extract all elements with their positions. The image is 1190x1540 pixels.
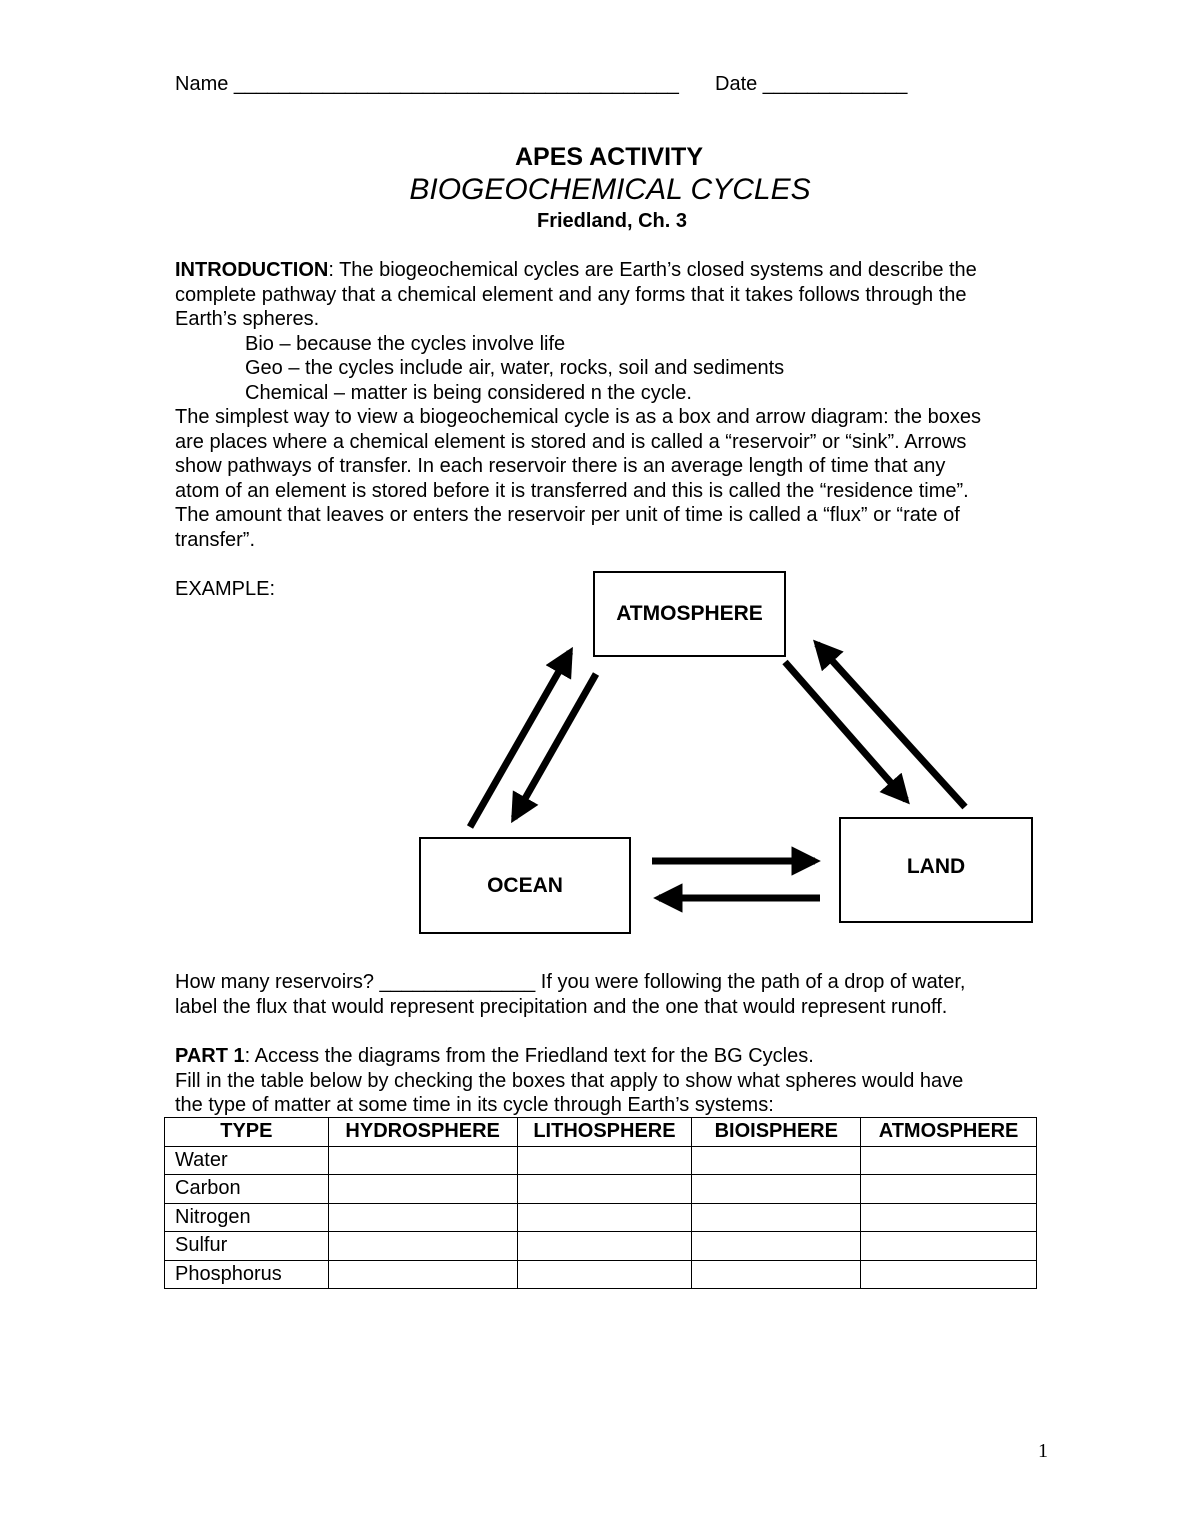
check-cell[interactable] bbox=[692, 1232, 861, 1261]
check-cell[interactable] bbox=[517, 1146, 692, 1175]
example-label: EXAMPLE: bbox=[175, 578, 276, 600]
intro-bullet-geo: Geo – the cycles include air, water, rocks, soil and sediments bbox=[245, 357, 785, 379]
intro-paragraph-line: are places where a chemical element is stored and is called a “reservoir” or “sink”. Arrows bbox=[175, 430, 967, 453]
ocean-reservoir-box bbox=[419, 837, 631, 934]
row-label-nitrogen: Nitrogen bbox=[165, 1203, 329, 1232]
table-row bbox=[165, 1203, 1037, 1232]
header-atmosphere: ATMOSPHERE bbox=[861, 1118, 1037, 1147]
check-cell[interactable] bbox=[861, 1146, 1037, 1175]
part1-line-3: the type of matter at some time in its cycle through Earth’s systems: bbox=[175, 1094, 774, 1116]
arrow-atmosphere-to-land bbox=[785, 662, 906, 800]
table-header-row bbox=[165, 1118, 1037, 1147]
land-reservoir-box bbox=[839, 817, 1033, 923]
check-cell[interactable] bbox=[861, 1232, 1037, 1261]
intro-bullet-bio: Bio – because the cycles involve life bbox=[245, 332, 566, 355]
check-cell[interactable] bbox=[517, 1175, 692, 1204]
check-cell[interactable] bbox=[517, 1260, 692, 1289]
ocean-label: OCEAN bbox=[487, 873, 563, 897]
table-row bbox=[165, 1175, 1037, 1204]
part1-label: PART 1 bbox=[175, 1045, 245, 1067]
row-label-water: Water bbox=[165, 1146, 329, 1175]
check-cell[interactable] bbox=[692, 1175, 861, 1204]
check-cell[interactable] bbox=[861, 1203, 1037, 1232]
header-type: TYPE bbox=[165, 1118, 329, 1147]
check-cell[interactable] bbox=[517, 1232, 692, 1261]
part1-line-1: PART 1: Access the diagrams from the Friedland text for the BG Cycles. bbox=[175, 1045, 814, 1067]
atmosphere-reservoir-box bbox=[593, 571, 786, 657]
check-cell[interactable] bbox=[328, 1232, 517, 1261]
intro-label: INTRODUCTION bbox=[175, 259, 329, 281]
row-label-phosphorus: Phosphorus bbox=[165, 1260, 329, 1289]
intro-line-1: INTRODUCTION: The biogeochemical cycles are Earth’s closed systems and describe the bbox=[175, 259, 977, 281]
check-cell[interactable] bbox=[692, 1203, 861, 1232]
name-field-line: Name ________________________________________ bbox=[175, 73, 679, 95]
check-cell[interactable] bbox=[328, 1260, 517, 1289]
intro-paragraph-line: The amount that leaves or enters the reservoir per unit of time is called a “flux” or “rate of bbox=[175, 504, 960, 526]
part1-line-2: Fill in the table below by checking the boxes that apply to show what spheres would have bbox=[175, 1069, 964, 1092]
spheres-table bbox=[164, 1117, 1037, 1289]
intro-line-3: Earth’s spheres. bbox=[175, 308, 320, 330]
date-field-line: Date _____________ bbox=[715, 73, 908, 95]
intro-paragraph-line: show pathways of transfer. In each reservoir there is an average length of time that any bbox=[175, 455, 946, 477]
intro-line-2: complete pathway that a chemical element and any forms that it takes follows through the bbox=[175, 283, 967, 306]
row-label-carbon: Carbon bbox=[165, 1175, 329, 1204]
check-cell[interactable] bbox=[692, 1260, 861, 1289]
reservoirs-question: How many reservoirs? ______________ If you were following the path of a drop of water, bbox=[175, 971, 966, 993]
table-row bbox=[165, 1260, 1037, 1289]
check-cell[interactable] bbox=[861, 1260, 1037, 1289]
flux-question: label the flux that would represent precipitation and the one that would represent runoff. bbox=[175, 995, 948, 1018]
land-label: LAND bbox=[906, 855, 966, 878]
arrow-atmosphere-to-ocean bbox=[514, 674, 596, 818]
page-title: BIOGEOCHEMICAL CYCLES bbox=[409, 173, 811, 206]
check-cell[interactable] bbox=[692, 1146, 861, 1175]
intro-paragraph-line: transfer”. bbox=[175, 528, 256, 551]
check-cell[interactable] bbox=[517, 1203, 692, 1232]
intro-paragraph-line: The simplest way to view a biogeochemical cycle is as a box and arrow diagram: the boxes bbox=[175, 406, 981, 428]
header-hydrosphere: HYDROSPHERE bbox=[328, 1118, 517, 1147]
row-label-sulfur: Sulfur bbox=[165, 1232, 329, 1261]
intro-bullet-chemical: Chemical – matter is being considered n the cycle. bbox=[245, 381, 692, 404]
table-row bbox=[165, 1232, 1037, 1261]
intro-paragraph-line: atom of an element is stored before it is transferred and this is called the “residence time”. bbox=[175, 479, 969, 502]
chapter-reference: Friedland, Ch. 3 bbox=[536, 210, 688, 232]
atmosphere-label: ATMOSPHERE bbox=[616, 602, 763, 625]
check-cell[interactable] bbox=[328, 1146, 517, 1175]
header-biosphere: BIOISPHERE bbox=[692, 1118, 861, 1147]
check-cell[interactable] bbox=[328, 1203, 517, 1232]
activity-heading: APES ACTIVITY bbox=[515, 143, 703, 171]
page-number: 1 bbox=[1038, 1440, 1048, 1462]
table-row bbox=[165, 1146, 1037, 1175]
check-cell[interactable] bbox=[328, 1175, 517, 1204]
check-cell[interactable] bbox=[861, 1175, 1037, 1204]
header-lithosphere: LITHOSPHERE bbox=[517, 1118, 692, 1147]
